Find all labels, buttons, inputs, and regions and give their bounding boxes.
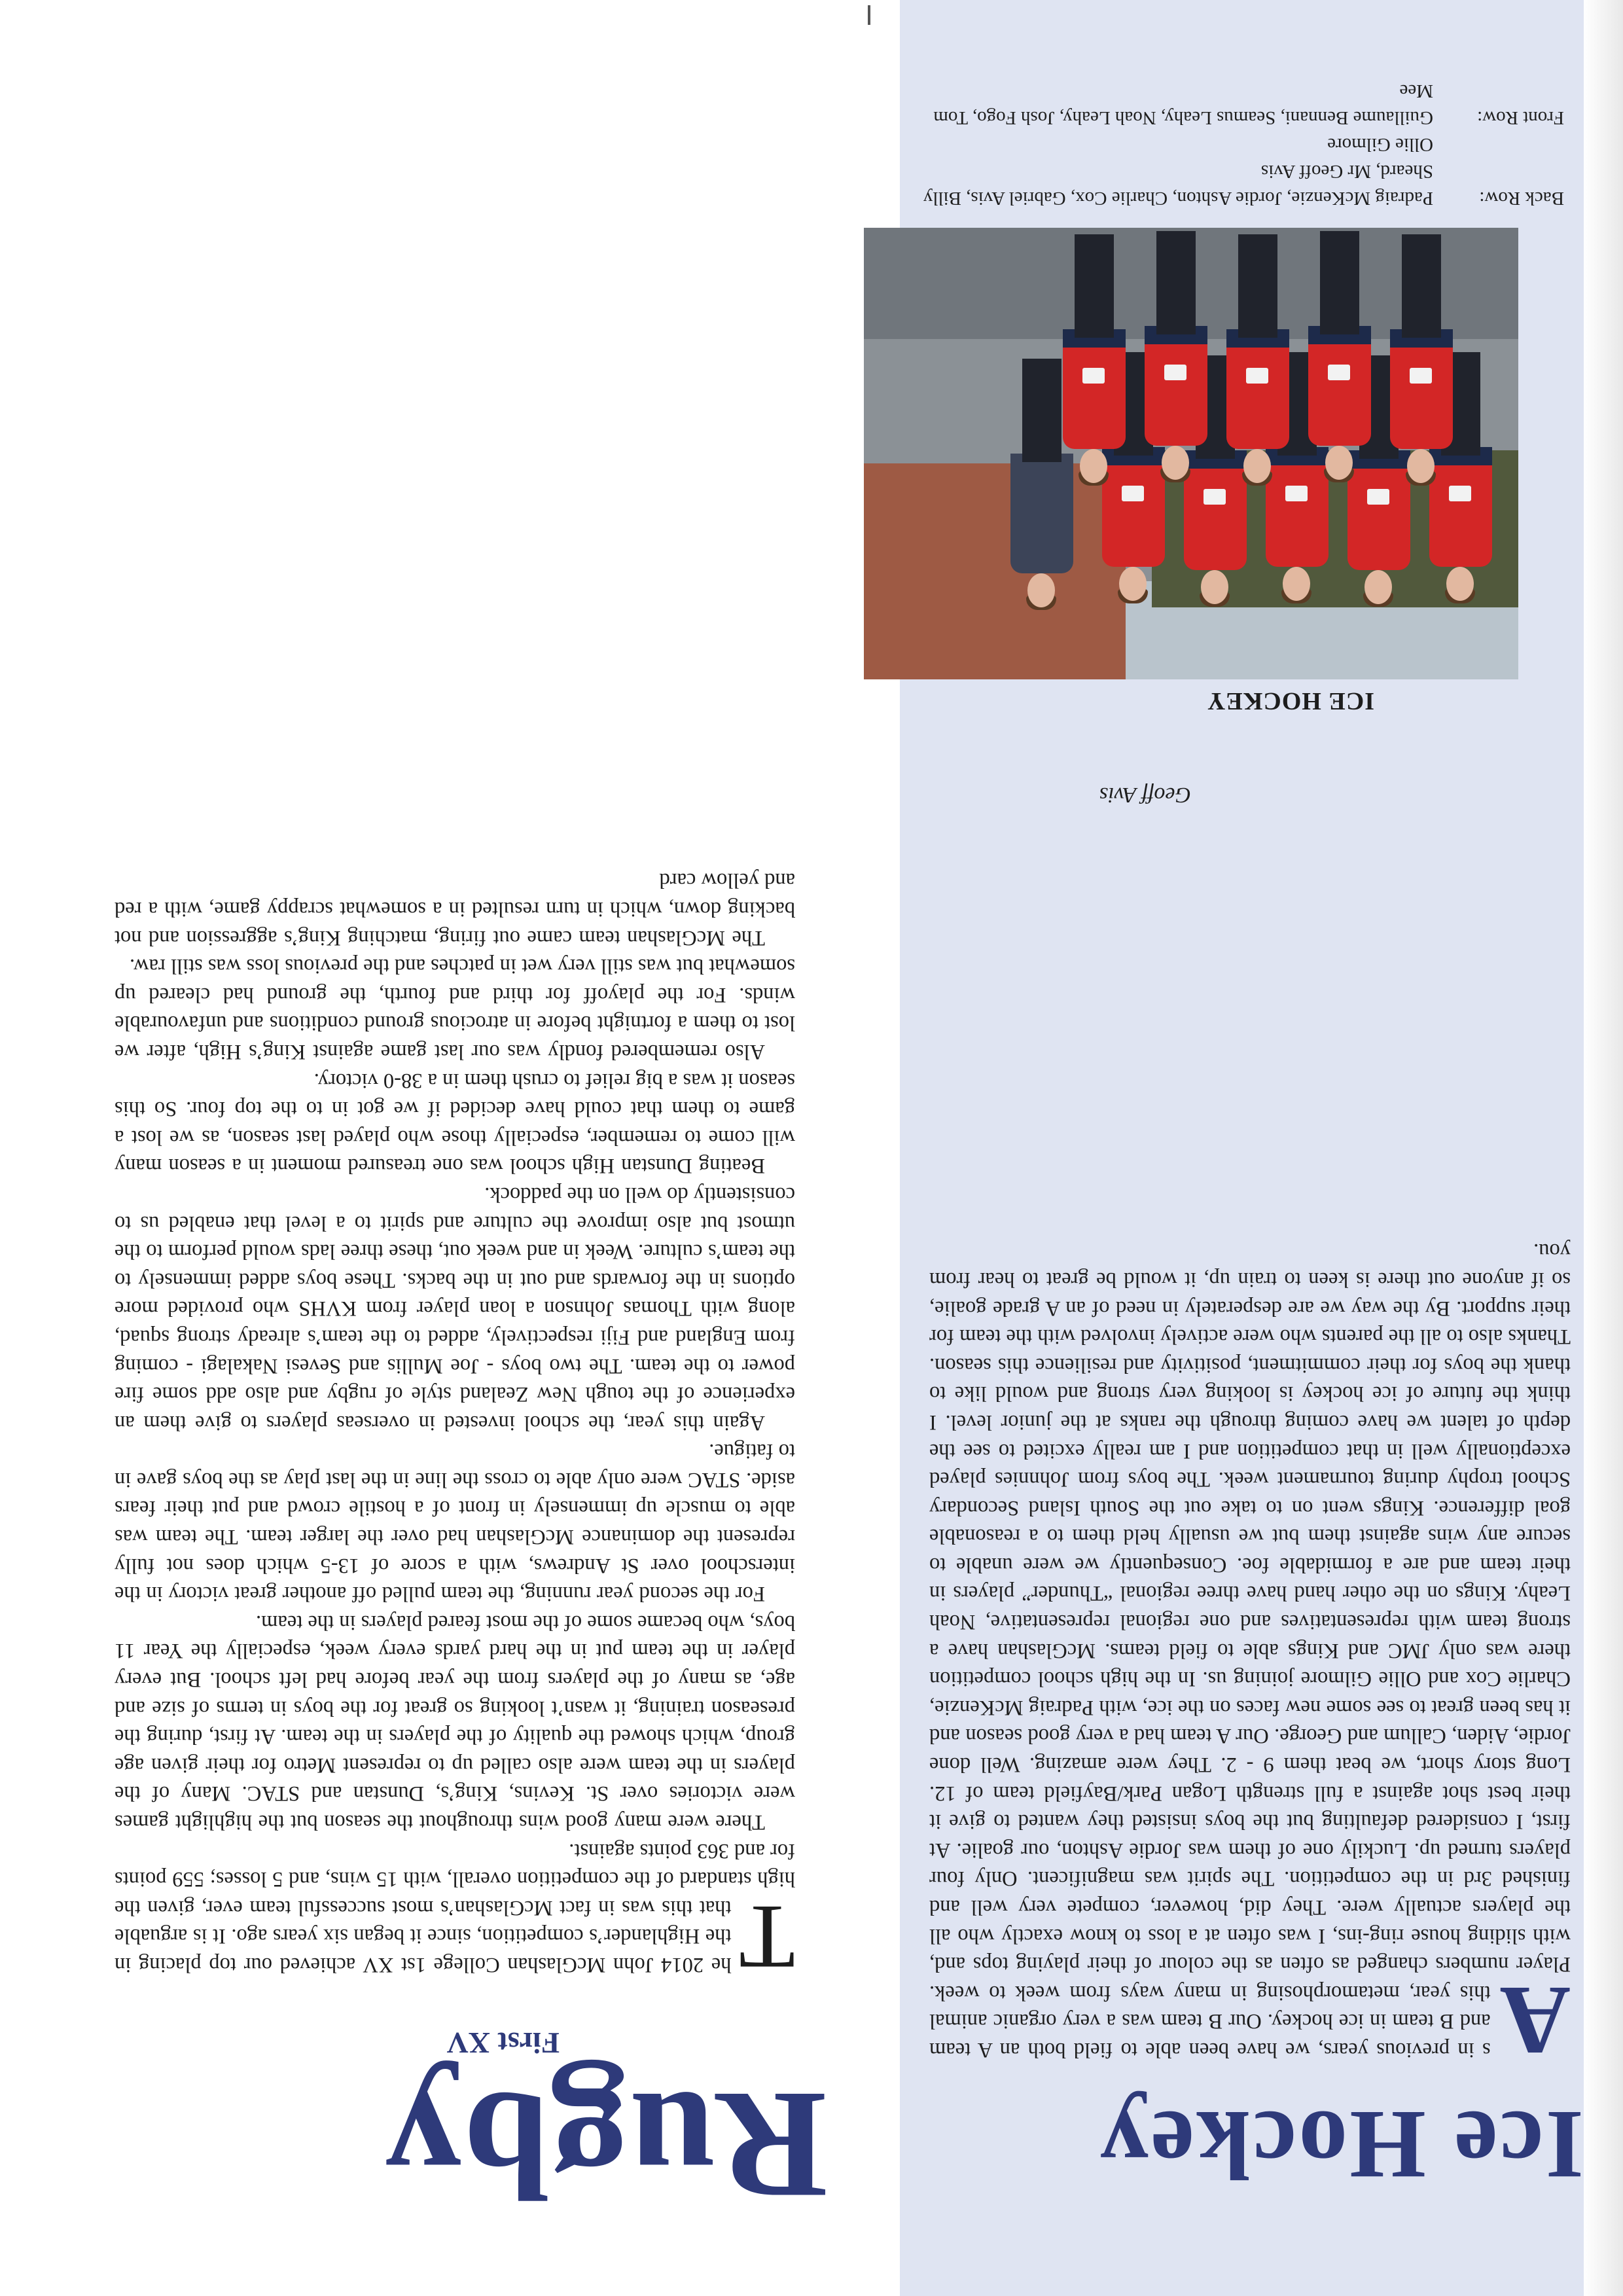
caption-names: Padraig McKenzie, Jordie Ashton, Charlie Cox, Gabriel Avis, Billy Sheard, Mr Geoff Avis [923,161,1433,209]
rugby-paragraph: Again this year, the school invested in overseas players to give them an experience of the tough New Zealand style of rugby and also add some fire power to the team. The two boys - Joe Mullis and Sevesi Nakalagi - coming from England and Fiji respectively, added to the team’s already strong squad, along with Thomas Johnson a loan player from KVHS who provided more options in the forwards and out in the backs. These boys added immensely to the team’s culture. Week in and week out, these three lads would perform to the utmost but also improve the culture and spirit to a level that enabled us to consistently do well on the paddock. [115,1182,795,1435]
rugby-paragraph: There were many good wins throughout the season but the highlight games were victories over St. Kevins, King’s, Dunstan and STAC. Many of the players in the team were also called up to represent Metro for their given age group, which showed the quality of the players in the team. At first, during the preseason training, it wasn’t looking so great for the boys in terms of size and age, as many of the players from the year before had left school. But every player in the team put in the hard yards every week, especially the Year 11 boys, who became some of the most feared players in the team. [115,1610,795,1835]
rugby-paragraph: The McGlashan team came out firing, matching King’s aggression and not backing down, which in turn resulted in a somewhat scrappy game, with a red and yellow card [115,869,795,950]
rugby-article [115,866,795,1988]
caption-row [910,77,1564,131]
team-member [1063,234,1126,483]
team-photo-heading: ICE HOCKEY [1207,687,1374,715]
rugby-paragraph: Beating Dunstan High school was one treasured moment in a season many will come to remember, especially those who played last season, as we lost a game to them that could have decided if we got in to the top four. So this season it was a big relief to crush them in a 38-0 victory. [115,1068,795,1178]
caption-label [1433,131,1564,158]
rugby-paragraph-text: he 2014 John McGlashan College 1st XV achieved our top placing in the Highlander’s competition, since it began six years ago. It is arguable that this was in fact McGlashan’s most successful team ever, given the high standard of the competition overall, with 15 wins, and 5 losses; 559 points for and 363 points against. [115,1839,795,1977]
ice-hockey-dropcap: A [1499,1966,1571,2075]
caption-label: Back Row: [1479,188,1564,209]
caption-row [910,158,1564,211]
rugby-subtitle: First XV [446,2026,560,2060]
photo-building [864,463,1126,679]
scan-edge [1584,0,1623,2296]
caption-row [910,131,1564,158]
ice-hockey-author: Geoff Avis [1099,783,1191,807]
team-member [1390,234,1453,483]
rugby-dropcap: T [739,1886,795,1988]
caption-names: Guillaume Bennani, Seamus Leahy, Noah Leahy, Josh Fogo, Tom Mee [933,81,1433,128]
team-photo-captions [910,77,1564,211]
rugby-paragraph: Also remembered fondly was our last game against King’s High, after we lost to them a fortnight before in atrocious ground conditions and unfavourable winds. For the playoff for third and fourth, the ground had cleared up somewhat but was still very wet in patches and the previous loss was still raw. [115,954,795,1064]
rugby-paragraph [115,1836,795,1988]
ice-hockey-paragraph [929,1236,1571,2075]
caption-label: Front Row: [1477,107,1564,128]
rugby-title: Rugby [383,2060,828,2231]
ice-hockey-team-photo [864,228,1518,679]
ice-hockey-article [929,1236,1571,2075]
ice-hockey-title: Ice Hockey [1097,2090,1584,2199]
ice-hockey-body-text: s in previous years, we have been able to field both an A team and B team in ice hockey. Our B team was a very organic animal this year, metamorphosing in many ways from week to week. Player numbers changed as often as the colour of their playing tops and, with sliding house ring-ins, I was often at a loss to know exactly who all the players actually were. They did, however, compete very well and finished 3rd in the competition. The spirit was magnificent. Only four players turned up. Luckily one of them was Jordie Ashton, our goalie. At first, I considered defaulting but the boys insisted they wanted to give it their best shot against a full strength Logan Park/Bayfield team of 12. Long story short, we beat them 9 - 2. They were amazing. Well done Jordie, Aiden, Callum and George. Our A team had a very good season and it has been great to see some new faces on the ice, with Padraig McKenzie, Charlie Cox and Ollie Gilmore joining us. In the high school competition there was only JMC and Kings able to field teams. McGlashan have a strong team with representatives and one regional representative, Noah Leahy. Kings on the other hand have three regional “Thunder” players in their team and are a formidable foe. Consequently we were unable to secure any wins against them but we usually held them to a reasonable goal difference. Kings went on to take out the South Island Secondary School trophy during tournament week. The boys from Johnnies played exceptionally well in that competition and I am really excited to see the depth of talent we have coming through the ranks at the junior level. I think the future of ice hockey is looking very strong and would like to thank the boys for their commitment, positivity and resilience this season. Thanks also to all the parents who were actively involved with the team for their support. By the way we are desperately in need of an A grade goalie, so if anyone out there is keen to train up, it would be great to hear from you. [929,1239,1571,2062]
team-member [1308,231,1371,480]
rugby-paragraph: For the second year running, the team pulled off another great victory in the interschool over St Andrews, with a score of 13-5 which does not fully represent the dominance McGlashan had over the larger team. The team was able to muscle up immensely in front of a hostile crowd and put their fears aside. STAC were only able to cross the line in the last play as the boys gave in to fatigue. [115,1439,795,1606]
team-member [1145,231,1207,480]
caption-names: Ollie Gilmore [1327,134,1433,155]
scan-mark [868,5,870,25]
team-member [1226,234,1289,483]
